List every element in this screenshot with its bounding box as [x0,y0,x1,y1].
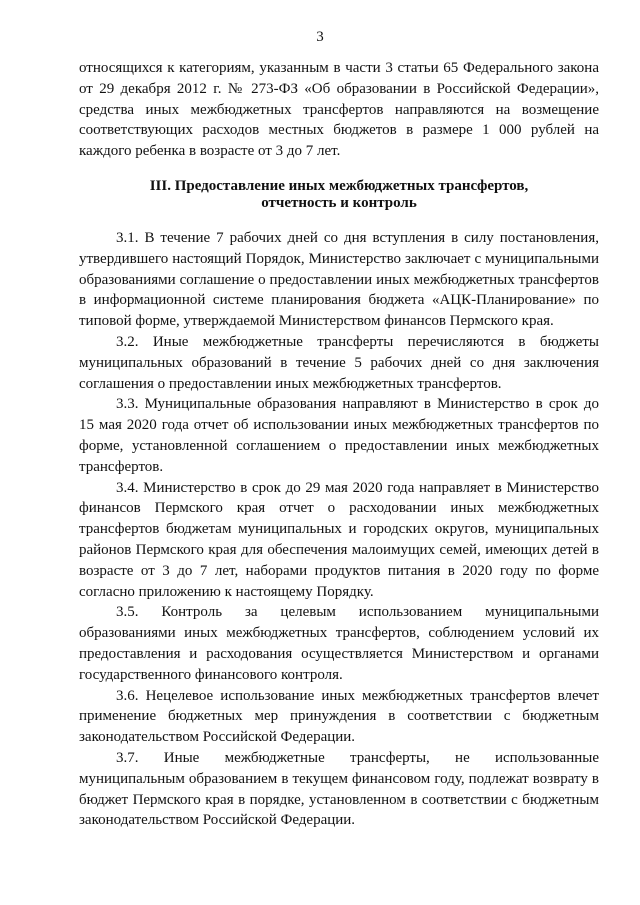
clause-3-7: 3.7. Иные межбюджетные трансферты, не использованные муниципальным образованием в текущем финансовом году, подлежат возврату в бюджет Пермского края в порядке, установленном в соответствии с бюджетным законодательством Российской Федерации. [79,749,599,829]
clause-3-2: 3.2. Иные межбюджетные трансферты перечисляются в бюджеты муниципальных образований в течение 5 рабочих дней со дня заключения соглашения о предоставлении иных межбюджетных трансфертов. [79,333,599,392]
clause-3-6: 3.6. Нецелевое использование иных межбюджетных трансфертов влечет применение бюджетных мер принуждения в соответствии с бюджетным законодательством Российской Федерации. [79,687,599,746]
document-body [79,58,599,831]
clause-3-3: 3.3. Муниципальные образования направляют в Министерство в срок до 15 мая 2020 года отчет об использовании иных межбюджетных трансфертов по форме, установленной соглашением о предоставлении иных межбюджетных трансфертов. [79,396,599,475]
intro-paragraph: относящихся к категориям, указанным в части 3 статьи 65 Федерального закона от 29 декабря 2012 г. № 273-ФЗ «Об образовании в Российской Федерации», средства иных межбюджетных трансфертов направляются на возмещение соответствующих расходов местных бюджетов в размере 1 000 рублей на каждого ребенка в возрасте от 3 до 7 лет. [79,60,599,160]
section-heading-line-2: отчетность и контроль [261,194,417,211]
clause-3-1: 3.1. В течение 7 рабочих дней со дня вступления в силу постановления, утвердившего настоящий Порядок, Министерство заключает с муниципальными образованиями соглашение о предоставлении иных межбюджетных трансфертов в информационной системе планирования бюджета «АЦК-Планирование» по типовой форме, утверждаемой Министерством финансов Пермского края. [79,229,599,330]
page-number: 3 [316,29,324,45]
clause-3-4: 3.4. Министерство в срок до 29 мая 2020 года направляет в Министерство финансов Пермского края отчет о расходовании иных межбюджетных трансфертов бюджетам муниципальных и городских округов, муниципальных районов Пермского края для обеспечения малоимущих семей, имеющих детей в возрасте от 3 до 7 лет, наборами продуктов питания в 2020 году по форме согласно приложению к настоящему Порядку. [79,479,599,600]
section-heading [79,178,599,212]
section-heading-line-1: III. Предоставление иных межбюджетных трансфертов, [149,177,529,194]
clause-3-5: 3.5. Контроль за целевым использованием муниципальными образованиями иных межбюджетных трансфертов, соблюдением условий их предоставления и расходования осуществляется Министерством и органами государственного финансового контроля. [79,604,599,683]
